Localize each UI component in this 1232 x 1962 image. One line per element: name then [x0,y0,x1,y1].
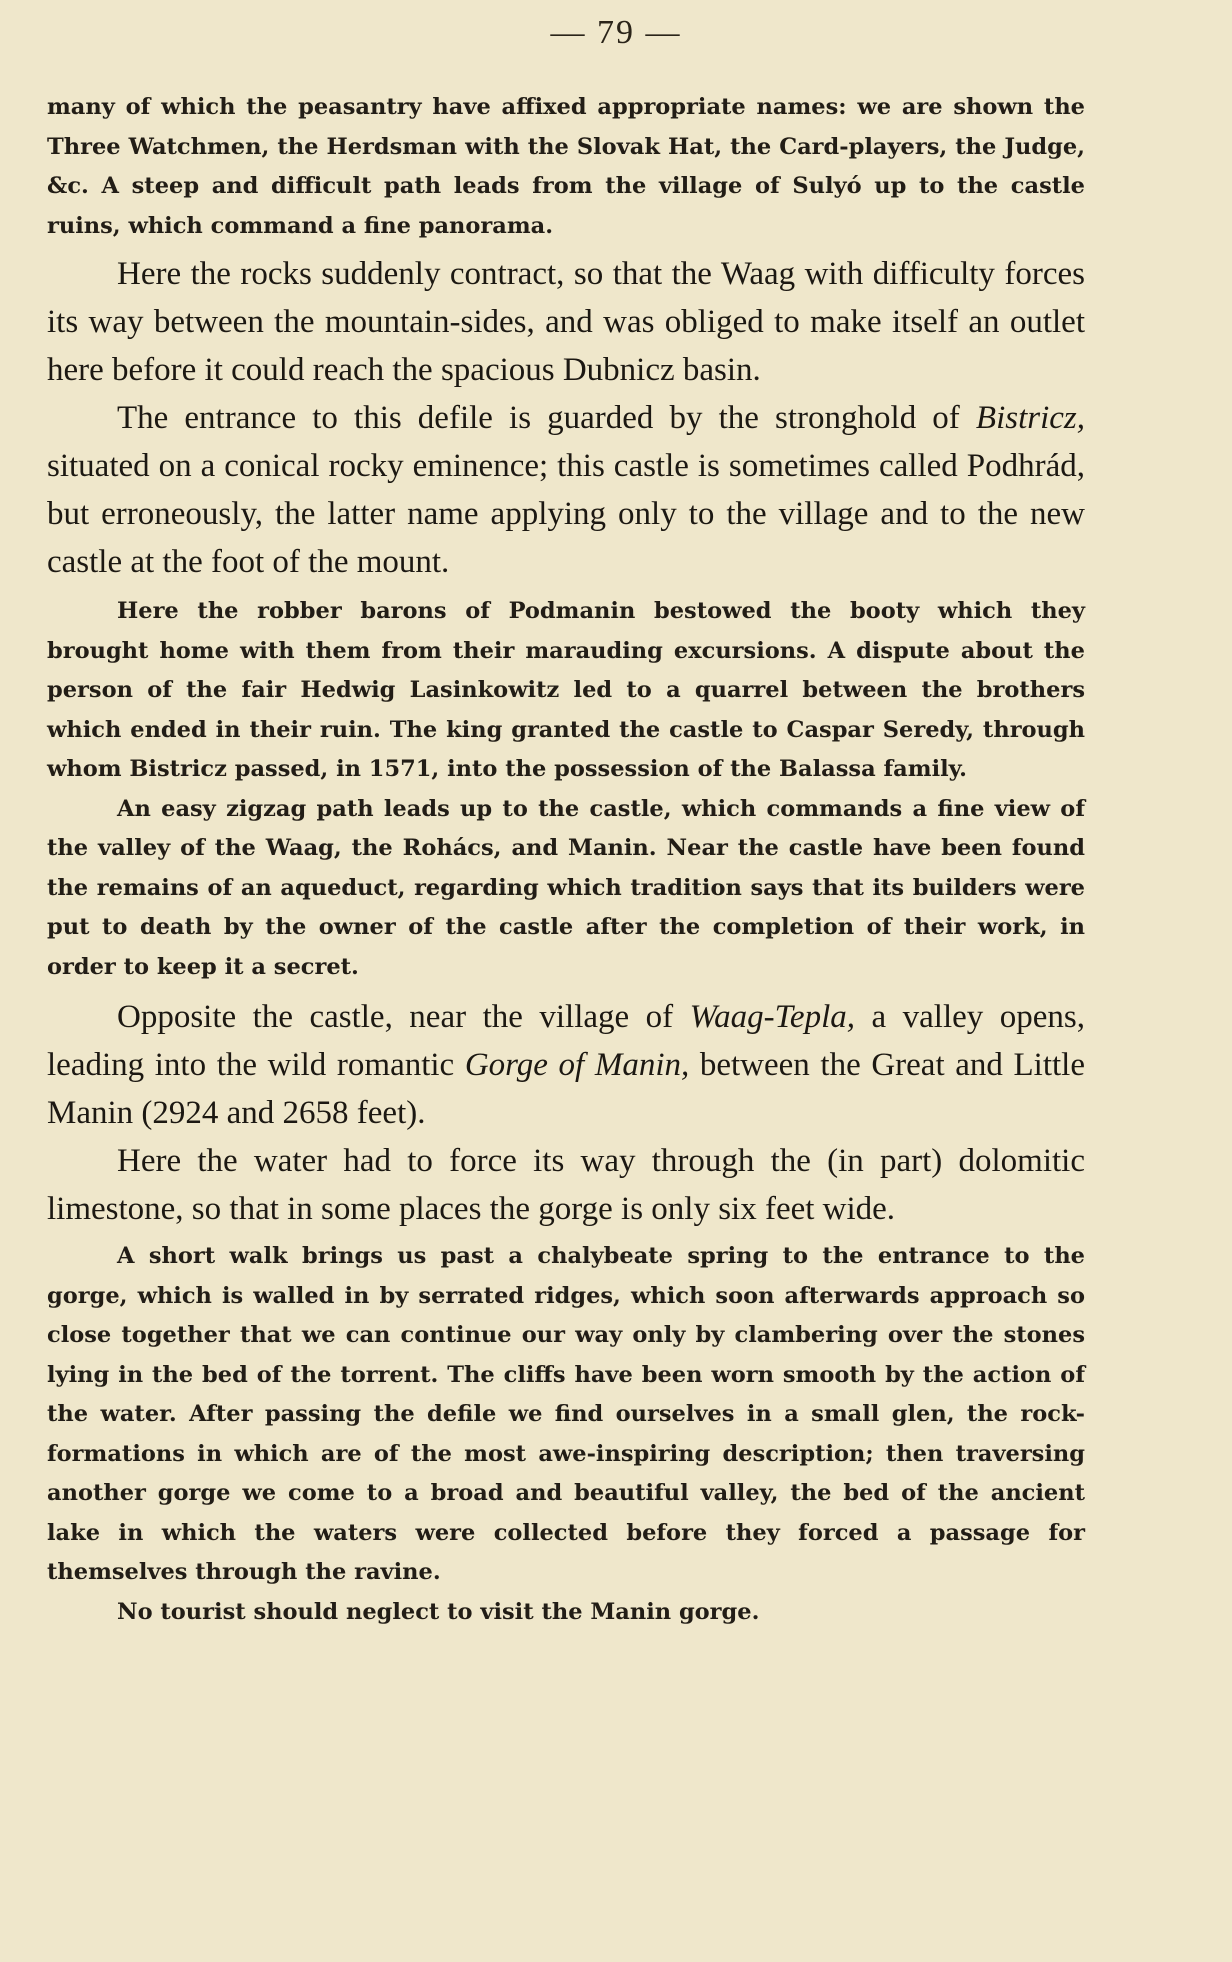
paragraph-short-walk: A short walk brings us past a chalybeate spring to the entrance to the gorge, which is walled in by serrated ridges, which soon afterwards approach so close together that we can continue our way only by clambering over the stones lying in the bed of the torrent. The cliffs have been worn smooth by the action of the water. After passing the defile we find ourselves in a small glen, the rock-formations in which are of the most awe-inspiring description; then traversing another gorge we come to a broad and beautiful valley, the bed of the ancient lake in which the waters were collected before they forced a passage for themselves through the ravine. [47,1243,1085,1585]
page-number: — 79 — [550,14,682,51]
paragraph-zigzag-path: An easy zigzag path leads up to the castle, which commands a fine view of the valley of the Waag, the Rohács, and Manin. Near the castle have been found the remains of an aqueduct, regarding which tradition says that its builders were put to death by the owner of the castle after the completion of their work, in order to keep it a secret. [47,795,1085,980]
text-segment: situated on a conical rocky eminence; this castle is sometimes called Podhrád, but erroneously, the latter name applying only to the village and to the new castle at the foot of the mount. [47,448,1085,580]
text-segment: a valley opens, leading into the wild romantic [47,999,1085,1083]
paragraph-rocks-contract: Here the rocks suddenly contract, so that the Waag with difficulty forces its way between the mountain-sides, and was obliged to make itself an outlet here before it could reach the spacious Dubnicz basin. [47,256,1085,388]
text-segment: between the Great and Little Manin (2924 and 2658 feet). [47,1047,1085,1131]
paragraph-robber-barons: Here the robber barons of Podmanin bestowed the booty which they brought home with them from their marauding excursions. A dispute about the person of the fair Hedwig Lasinkowitz led to a quarrel between the brothers which ended in their ruin. The king granted the castle to Caspar Seredy, through whom Bistricz passed, in 1571, into the possession of the Balassa family. [47,598,1085,782]
paragraph-peasantry-names: many of which the peasantry have affixed appropriate names: we are shown the Three Watchmen, the Herdsman with the Slovak Hat, the Card-players, the Judge, &c. A steep and difficult path leads from the village of Sulyó up to the castle ruins, which command a fine panorama. [47,94,1085,239]
place-name-bistricz: Bistricz, [975,400,1085,436]
paragraph-dolomitic-limestone: Here the water had to force its way through the (in part) dolomitic limestone, so that in some places the gorge is only six feet wide. [47,1143,1085,1227]
paragraph-waag-tepla [47,993,1085,1137]
paragraph-no-tourist: No tourist should neglect to visit the Manin gorge. [117,1598,760,1625]
place-name-gorge-of-manin: Gorge of Manin, [464,1047,690,1083]
page-text [47,88,1085,1632]
text-segment: Opposite the castle, near the village of [117,999,690,1035]
text-segment: The entrance to this defile is guarded by the stronghold of [117,400,976,436]
place-name-waag-tepla: Waag-Tepla, [689,999,855,1035]
paragraph-bistricz-stronghold [47,394,1085,586]
